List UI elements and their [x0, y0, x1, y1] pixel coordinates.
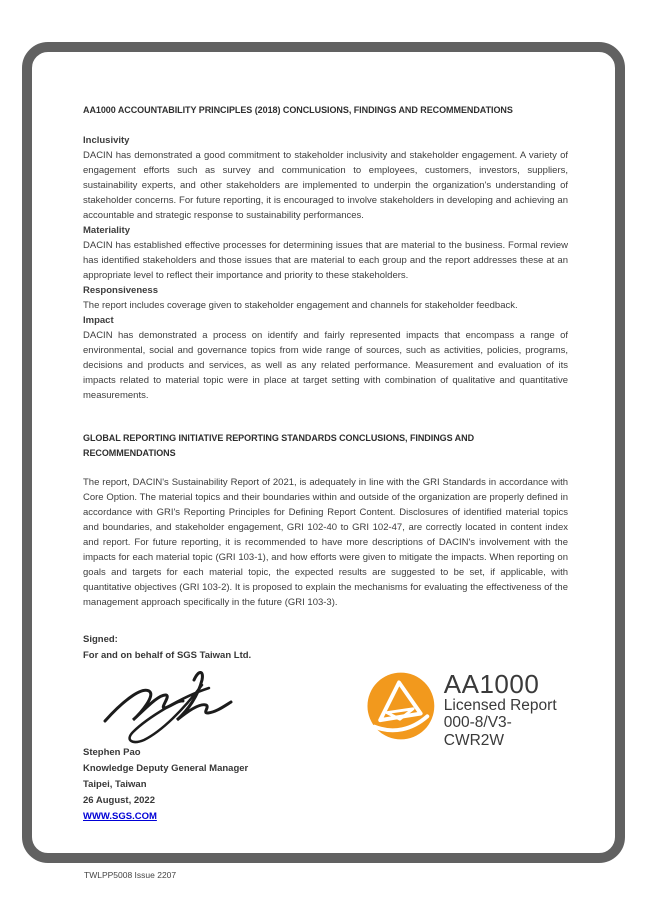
signatory-date: 26 August, 2022	[83, 795, 155, 806]
aa1000-license-badge	[367, 671, 568, 750]
aa1000-badge-icon	[367, 671, 435, 741]
section-body-responsiveness: The report includes coverage given to stakeholder engagement and channels for stakeholder feedback.	[83, 300, 518, 311]
aa1000-badge-title: AA1000	[443, 669, 540, 699]
section-body-materiality: DACIN has established effective processes for determining issues that are material to the business. Formal review has identified stakeholders and those issues that are material to each group and the report addresses these at an appropriate level to reflect their importance and priority to these stakeholders.	[83, 240, 568, 281]
section-impact	[83, 313, 568, 403]
aa1000-license-number: 000-8/V3-CWR2W	[443, 714, 512, 749]
signatory-role: Knowledge Deputy General Manager	[83, 763, 249, 774]
document-content	[83, 103, 568, 825]
aa1000-principles-title: AA1000 ACCOUNTABILITY PRINCIPLES (2018) CONCLUSIONS, FINDINGS AND RECOMMENDATIONS	[83, 105, 513, 115]
section-body-impact: DACIN has demonstrated a process on identify and fairly represented impacts that encompass a range of environmental, social and governance topics from wide range of sources, such as activities, policies, programs, decisions and products and services, as well as any related performance. Measurement and evaluation of its impacts related to material topic were in place at target setting with combination of qualitative and quantitative measurements.	[83, 330, 568, 401]
section-heading-impact: Impact	[83, 315, 114, 326]
signed-block	[83, 632, 568, 663]
on-behalf-line: For and on behalf of SGS Taiwan Ltd.	[83, 649, 252, 661]
signatory-name: Stephen Pao	[83, 747, 141, 758]
section-inclusivity	[83, 133, 568, 223]
section-body-inclusivity: DACIN has demonstrated a good commitment to stakeholder inclusivity and stakeholder engagement. A variety of engagement efforts such as survey and communication to employees, customers, investors, suppliers, sustainability experts, and other stakeholders are implemented to underpin the organization's understanding of stakeholder concerns. For future reporting, it is encouraged to involve stakeholders in developing and achieving an accountable and strategic response to sustainability performances.	[83, 150, 568, 221]
signatory-location: Taipei, Taiwan	[83, 779, 147, 790]
section-responsiveness	[83, 283, 568, 313]
section-heading-inclusivity: Inclusivity	[83, 135, 130, 146]
aa1000-badge-subtitle: Licensed Report	[443, 697, 557, 714]
section-heading-responsiveness: Responsiveness	[83, 285, 158, 296]
signatory-block	[83, 745, 568, 825]
handwritten-signature-image	[99, 663, 241, 745]
aa1000-badge-text	[444, 671, 568, 750]
footer-document-code: TWLPP5008 Issue 2207	[84, 870, 177, 880]
section-heading-materiality: Materiality	[83, 225, 130, 236]
section-materiality	[83, 223, 568, 283]
signed-label: Signed:	[83, 634, 118, 645]
signature-row	[83, 663, 568, 749]
gri-standards-body: The report, DACIN's Sustainability Report of 2021, is adequately in line with the GRI Standards in accordance with Core Option. The material topics and their boundaries within and outside of the organization are properly defined in accordance with GRI's Reporting Principles for Defining Report Content. Disclosures of identified material topics and boundaries, and stakeholder engagement, GRI 102-40 to GRI 102-47, are correctly located in content index and report. For future reporting, it is recommended to have more descriptions of DACIN's involvement with the impacts for each material topic (GRI 103-1), and how efforts were given to mitigate the impacts. When reporting on goals and targets for each material topic, the expected results are suggested to be set, if applicable, with quantitative objectives (GRI 103-2). It is proposed to explain the mechanisms for evaluating the effectiveness of the management approach specifically in the future (GRI 103-3).	[83, 477, 568, 608]
sgs-website-link[interactable]: WWW.SGS.COM	[83, 811, 157, 822]
gri-standards-title: GLOBAL REPORTING INITIATIVE REPORTING STANDARDS CONCLUSIONS, FINDINGS AND RECOMMENDATIONS	[83, 433, 475, 458]
